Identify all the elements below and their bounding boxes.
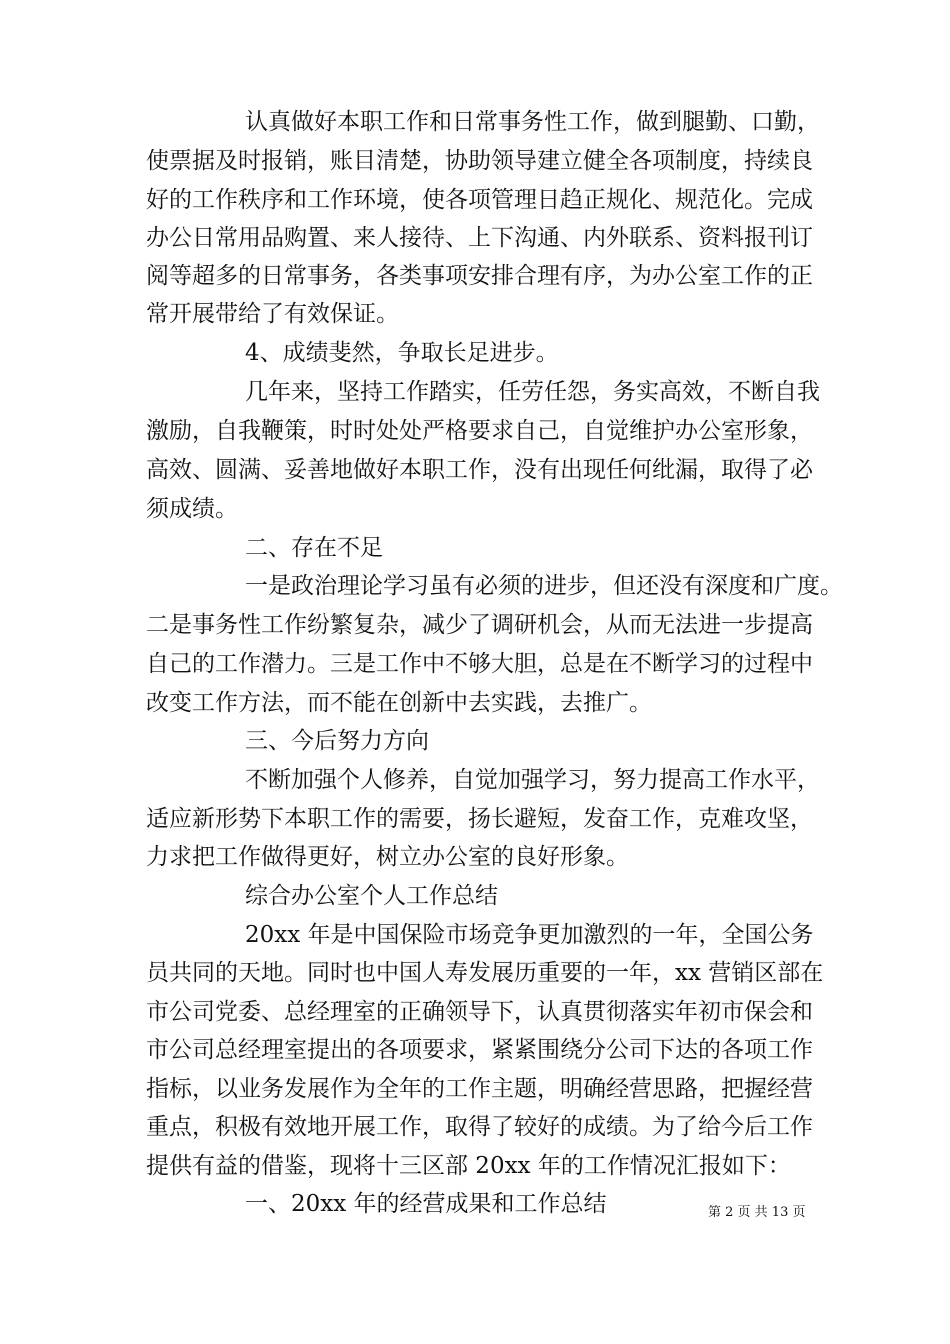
text-line: 市公司党委、总经理室的正确领导下，认真贯彻落实年初市保会和 [146, 999, 813, 1025]
text-line: 常开展带给了有效保证。 [146, 301, 399, 327]
text-line: 不断加强个人修养，自觉加强学习，努力提高工作水平， [245, 767, 820, 793]
text-line: 一、20xx 年的经营成果和工作总结 [245, 1191, 607, 1217]
text-line: 阅等超多的日常事务，各类事项安排合理有序，为办公室工作的正 [146, 263, 813, 289]
text-line: 高效、圆满、妥善地做好本职工作，没有出现任何纰漏，取得了必 [146, 457, 813, 483]
text-line: 重点，积极有效地开展工作，取得了较好的成绩。为了给今后工作 [146, 1114, 813, 1140]
text-line: 好的工作秩序和工作环境，使各项管理日趋正规化、规范化。完成 [146, 187, 813, 213]
text-line: 二、存在不足 [245, 535, 383, 561]
text-line: 指标，以业务发展作为全年的工作主题，明确经营思路，把握经营 [146, 1076, 813, 1102]
text-line: 市公司总经理室提出的各项要求，紧紧围绕分公司下达的各项工作 [146, 1037, 813, 1063]
text-line: 4、成绩斐然，争取长足进步。 [245, 340, 559, 366]
text-line: 须成绩。 [146, 496, 238, 522]
page-number-footer: 第 2 页 共 13 页 [708, 1205, 806, 1220]
text-line: 力求把工作做得更好，树立办公室的良好形象。 [146, 844, 629, 870]
text-line: 自己的工作潜力。三是工作中不够大胆，总是在不断学习的过程中 [146, 651, 813, 677]
text-line: 适应新形势下本职工作的需要，扬长避短，发奋工作，克难攻坚， [146, 806, 813, 832]
text-line: 办公日常用品购置、来人接待、上下沟通、内外联系、资料报刊订 [146, 225, 813, 251]
text-line: 员共同的天地。同时也中国人寿发展历重要的一年，xx 营销区部在 [146, 960, 824, 986]
text-line: 一是政治理论学习虽有必须的进步，但还没有深度和广度。 [245, 573, 843, 599]
text-line: 认真做好本职工作和日常事务性工作，做到腿勤、口勤， [245, 109, 820, 135]
text-line: 二是事务性工作纷繁复杂，减少了调研机会，从而无法进一步提高 [146, 612, 813, 638]
text-line: 三、今后努力方向 [245, 728, 429, 754]
text-line: 使票据及时报销，账目清楚，协助领导建立健全各项制度，持续良 [146, 148, 813, 174]
text-line: 提供有益的借鉴，现将十三区部 20xx 年的工作情况汇报如下： [146, 1153, 791, 1179]
text-line: 几年来，坚持工作踏实，任劳任怨，务实高效，不断自我 [245, 379, 820, 405]
text-line: 综合办公室个人工作总结 [245, 883, 498, 909]
text-line: 改变工作方法，而不能在创新中去实践，去推广。 [146, 690, 652, 716]
text-line: 激励，自我鞭策，时时处处严格要求自己，自觉维护办公室形象， [146, 418, 813, 444]
text-line: 20xx 年是中国保险市场竞争更加激烈的一年，全国公务 [245, 922, 814, 948]
